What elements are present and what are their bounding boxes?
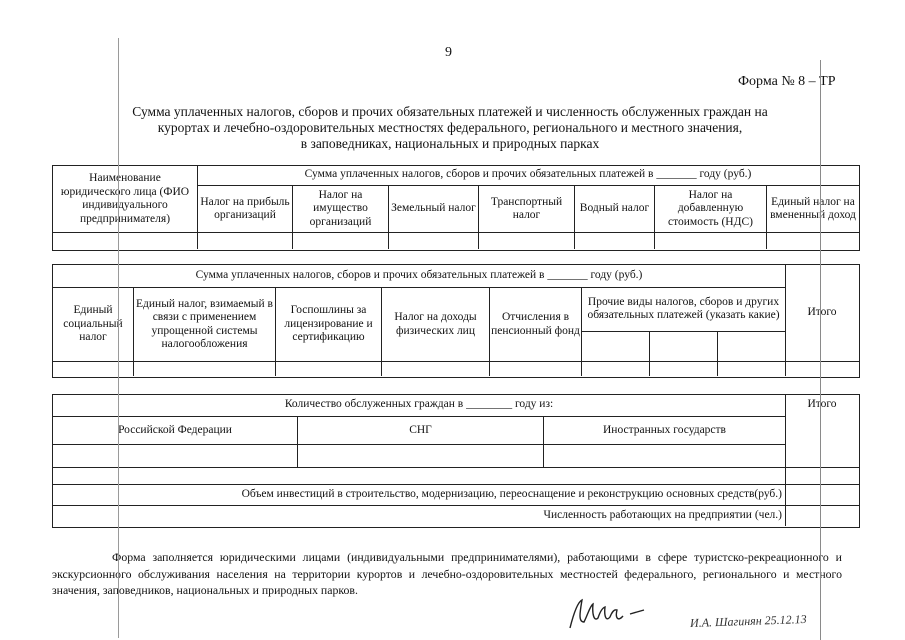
investments-label: Объем инвестиций в строительство, модернизацию, переоснащение и реконструкцию основных средств(руб.) — [241, 487, 782, 500]
employees-label: Численность работающих на предприятии (чел.) — [543, 508, 782, 521]
signature-image — [560, 592, 670, 632]
table2-col-social-tax: Единый социальный налог — [63, 304, 123, 344]
table1-col-profit-tax: Налог на прибыль организаций — [200, 195, 290, 221]
page-number: 9 — [445, 45, 452, 60]
title-line-2: курортах и лечебно-оздоровительных местностях федерального, регионального и местного значения, — [157, 120, 743, 135]
table2-total-header: Итого — [807, 306, 837, 319]
footer-note: Форма заполняется юридическими лицами (индивидуальными предпринимателями), работающими в сфере туристско-рекреационного и экскурсионного обслуживания населения на территории курортов и лечебно-оздоровительных местностей федерального, регионального и местного значения, заповедников, национальных и природных парков. — [52, 550, 842, 597]
table2-col-income-tax: Налог на доходы физических лиц — [394, 311, 477, 337]
table2-col-state-duties: Госпошлины за лицензирование и сертификацию — [284, 304, 373, 344]
table3-col-foreign: Иностранных государств — [603, 423, 726, 436]
scan-artifact-line-right — [820, 60, 821, 640]
table1-col-vat: Налог на добавленную стоимость (НДС) — [668, 188, 753, 228]
table1-col-imputed-tax: Единый налог на вмененный доход — [770, 195, 856, 221]
table2-group-header: Сумма уплаченных налогов, сборов и прочих обязательных платежей в _______ году (руб.) — [195, 268, 643, 281]
table3-col-cis: СНГ — [409, 423, 432, 436]
table1-col-land-tax: Земельный налог — [391, 202, 476, 215]
table2-col-simplified-tax: Единый налог, взимаемый в связи с применением упрощенной системы налогообложения — [136, 297, 273, 350]
form-label: Форма № 8 – ТР — [738, 74, 836, 89]
scan-artifact-line-left — [118, 38, 119, 638]
title-line-1: Сумма уплаченных налогов, сборов и прочих обязательных платежей и численность обслуженных граждан на — [132, 104, 768, 119]
title-line-3: в заповедниках, национальных и природных парках — [300, 136, 600, 151]
table3-total-header: Итого — [807, 398, 837, 411]
table2-col-pension-fund: Отчисления в пенсионный фонд — [491, 311, 580, 337]
table1-col-property-tax: Налог на имущество организаций — [309, 188, 372, 228]
table1-name-header: Наименование юридического лица (ФИО индивидуального предпринимателя) — [60, 172, 190, 225]
table3-col-russia: Российской Федерации — [118, 423, 232, 436]
table2-col-other-taxes: Прочие виды налогов, сборов и других обязательных платежей (указать какие) — [587, 295, 780, 321]
table1-col-water-tax: Водный налог — [579, 202, 650, 215]
table1-group-header: Сумма уплаченных налогов, сборов и прочих обязательных платежей в _______ году (руб.) — [304, 168, 752, 181]
table1-col-transport-tax: Транспортный налог — [490, 195, 563, 221]
handwritten-note: И.А. Шагинян 25.12.13 — [689, 611, 807, 631]
table3-header: Количество обслуженных граждан в ________ году из: — [284, 398, 554, 411]
